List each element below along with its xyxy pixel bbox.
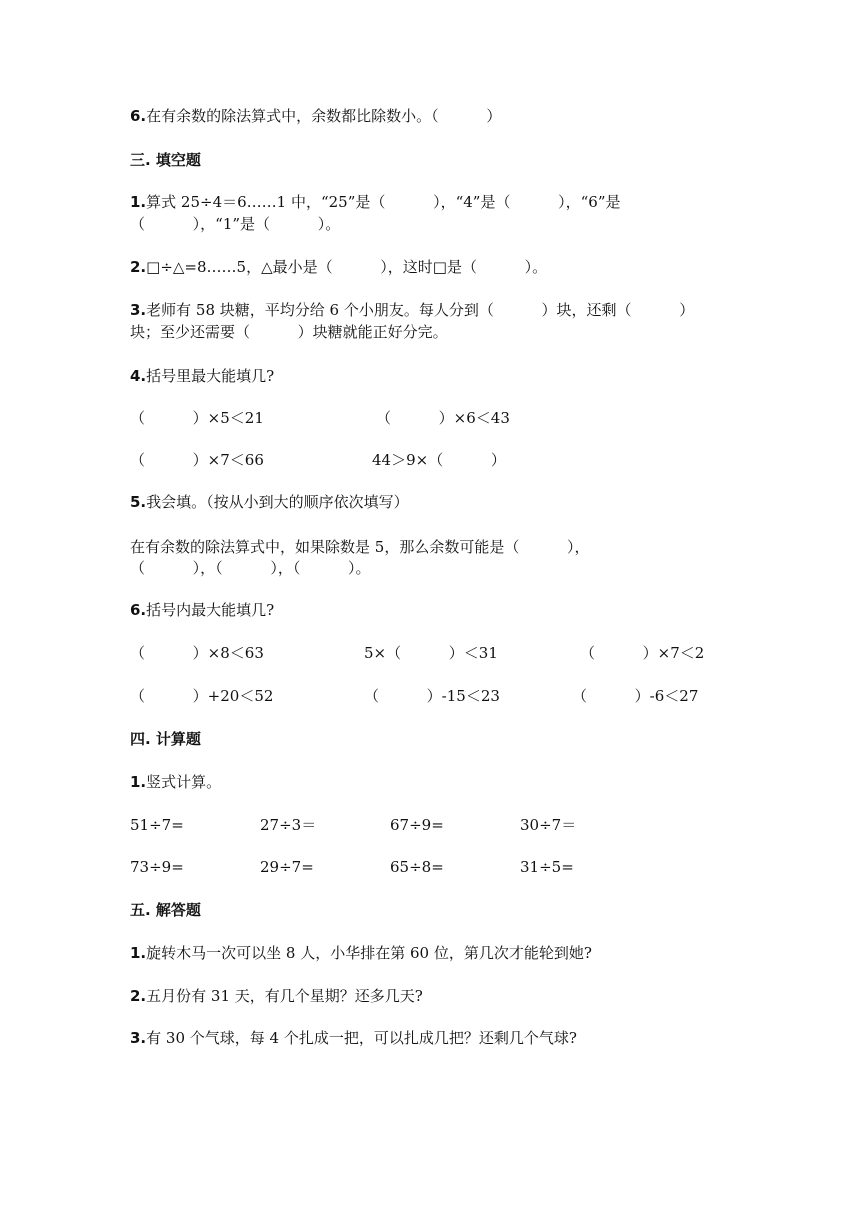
question-number: 2. bbox=[130, 258, 147, 276]
fill-question-4 bbox=[130, 366, 274, 386]
q6-item: （ ）+20＜52 bbox=[130, 687, 274, 705]
word-problem-3 bbox=[130, 1028, 577, 1048]
q4-item: 44＞9×（ ） bbox=[372, 451, 506, 469]
question-text: □÷△=8……5，△最小是（ ），这时□是（ ）。 bbox=[146, 258, 548, 276]
word-problem-2 bbox=[130, 986, 423, 1006]
fill-question-2 bbox=[130, 257, 547, 277]
q4-item: （ ）×7＜66 bbox=[130, 451, 264, 469]
question-text: 括号内最大能填几? bbox=[146, 601, 275, 619]
question-text: 竖式计算。 bbox=[146, 773, 222, 791]
fill-question-3 bbox=[130, 300, 694, 320]
calc-question-1 bbox=[130, 772, 221, 792]
calc-item: 27÷3＝ bbox=[260, 816, 317, 834]
question-text: 在有余数的除法算式中，余数都比除数小。（ ） bbox=[146, 107, 502, 125]
question-number: 6. bbox=[130, 107, 147, 125]
question-number: 3. bbox=[130, 301, 147, 319]
calc-item: 30÷7＝ bbox=[520, 816, 577, 834]
section-title-word-problems: 五. 解答题 bbox=[130, 901, 201, 919]
calc-item: 73÷9= bbox=[130, 858, 184, 876]
q6-item: （ ）×7＜2 bbox=[580, 644, 705, 662]
question-number: 1. bbox=[130, 193, 147, 211]
fill-question-5-line1: 在有余数的除法算式中，如果除数是 5，那么余数可能是（ ）， bbox=[130, 538, 590, 556]
q4-item: （ ）×6＜43 bbox=[376, 409, 510, 427]
q6-item: （ ）-6＜27 bbox=[572, 687, 699, 705]
question-number: 1. bbox=[130, 944, 147, 962]
question-text-line1: 老师有 58 块糖，平均分给 6 个小朋友。每人分到（ ）块，还剩（ ） bbox=[146, 301, 695, 319]
question-text: 我会填。（按从小到大的顺序依次填写） bbox=[146, 493, 409, 511]
fill-question-5 bbox=[130, 492, 409, 512]
question-number: 6. bbox=[130, 601, 147, 619]
fill-question-6 bbox=[130, 600, 274, 620]
q4-item: （ ）×5＜21 bbox=[130, 409, 264, 427]
fill-question-1-line2: （ ），“1”是（ ）。 bbox=[130, 215, 341, 233]
question-text: 旋转木马一次可以坐 8 人，小华排在第 60 位，第几次才能轮到她? bbox=[146, 944, 592, 962]
calc-item: 31÷5= bbox=[520, 858, 574, 876]
q6-item: 5×（ ）＜31 bbox=[364, 644, 498, 662]
question-number: 3. bbox=[130, 1029, 147, 1047]
section-title-calculation: 四. 计算题 bbox=[130, 730, 201, 748]
q6-item: （ ）×8＜63 bbox=[130, 644, 264, 662]
question-number: 5. bbox=[130, 493, 147, 511]
section-title-fill-in: 三. 填空题 bbox=[130, 151, 201, 169]
question-text: 有 30 个气球，每 4 个扎成一把，可以扎成几把？还剩几个气球? bbox=[146, 1029, 577, 1047]
q6-item: （ ）-15＜23 bbox=[364, 687, 500, 705]
question-text: 括号里最大能填几? bbox=[146, 367, 275, 385]
question-text-line1: 算式 25÷4＝6……1 中，“25”是（ ），“4”是（ ），“6”是 bbox=[146, 193, 621, 211]
word-problem-1 bbox=[130, 943, 592, 963]
fill-question-1 bbox=[130, 192, 621, 212]
question-text: 五月份有 31 天，有几个星期？还多几天? bbox=[146, 987, 423, 1005]
question-number: 4. bbox=[130, 367, 147, 385]
calc-item: 65÷8= bbox=[390, 858, 444, 876]
calc-item: 67÷9= bbox=[390, 816, 444, 834]
calc-item: 51÷7= bbox=[130, 816, 184, 834]
fill-question-3-line2: 块；至少还需要（ ）块糖就能正好分完。 bbox=[130, 323, 448, 341]
question-number: 1. bbox=[130, 773, 147, 791]
calc-item: 29÷7= bbox=[260, 858, 314, 876]
judge-question-6 bbox=[130, 106, 501, 126]
fill-question-5-line2: （ ），（ ），（ ）。 bbox=[130, 559, 371, 577]
question-number: 2. bbox=[130, 987, 147, 1005]
